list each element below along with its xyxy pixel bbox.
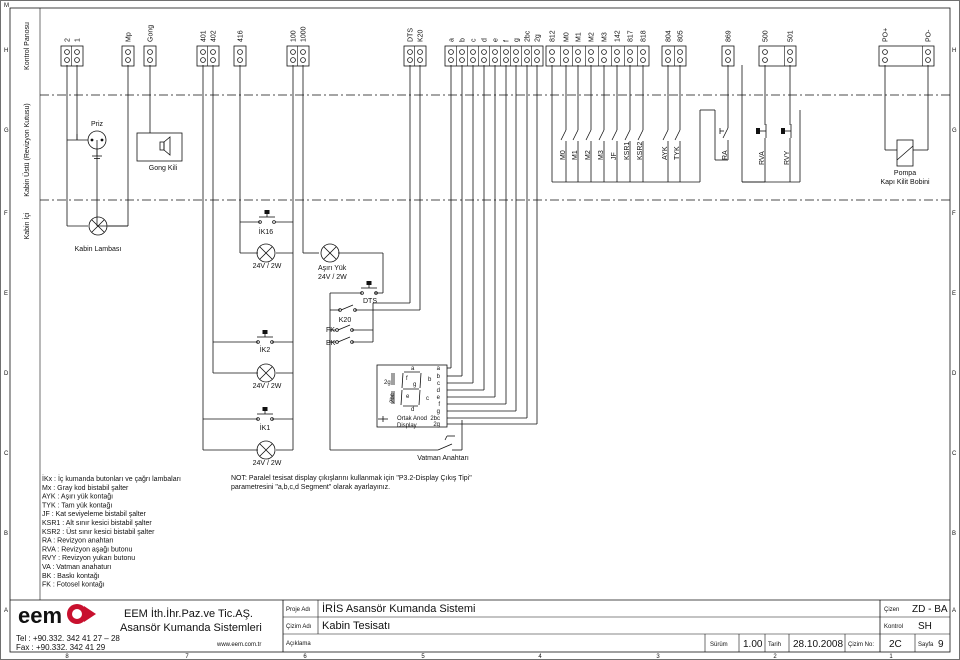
relay-contact-icon: [720, 125, 728, 138]
column-number: 6: [303, 654, 307, 660]
relay-contact-icon: [561, 125, 566, 145]
terminal-label: f: [503, 40, 511, 42]
relay-contact-icon: [586, 125, 591, 145]
relay-contact-icon: [675, 125, 680, 145]
zone-letter-right: B: [952, 531, 957, 537]
ik16-label: İK16: [258, 229, 274, 236]
relay-contact-icon: [756, 125, 767, 138]
zone-letter-right: A: [952, 608, 957, 614]
legend-item: FK : Fotosel kontağı: [42, 581, 105, 589]
legend-item: BK : Baskı kontağı: [42, 572, 100, 580]
terminal-label: 100: [290, 30, 298, 42]
relay-contact-label: M0: [560, 150, 567, 160]
terminal-label: 1: [74, 38, 82, 42]
column-number: 2: [773, 654, 777, 660]
terminal-label: 805: [677, 30, 685, 42]
vatman-label: Vatman Anahtarı: [417, 455, 469, 462]
lamp-ik16-voltage: 24V / 2W: [252, 263, 282, 270]
terminal-label: d: [481, 38, 489, 42]
company-tel: Tel : +90.332. 342 41 27 – 28: [16, 634, 120, 643]
relay-contact-label: RVY: [784, 150, 791, 165]
kontrol-value: SH: [918, 621, 932, 632]
terminal-block: [404, 46, 426, 66]
relay-contact-label: AYK: [662, 146, 669, 160]
tarih-value: 28.10.2008: [793, 639, 844, 650]
legend-item: JF : Kat seviyeleme bistabil şalter: [42, 511, 146, 519]
terminal-label: M1: [575, 32, 583, 42]
terminal-label: 869: [725, 30, 733, 42]
cizim-label: Çizim Adı: [286, 624, 312, 630]
dts-label: DTS: [363, 298, 377, 305]
svg-text:eem: eem: [18, 603, 63, 628]
column-number: 8: [65, 654, 69, 660]
wires: [67, 65, 420, 450]
ik1-label: İK1: [259, 425, 271, 432]
terminal-label: 804: [665, 30, 673, 42]
terminal-label: PO-: [925, 29, 933, 42]
section-kabin-ustu: Kabin Üstü (Revizyon Kutusu): [24, 103, 31, 197]
zone-letter-right: G: [952, 128, 957, 134]
cizim-no-value: 2C: [889, 639, 902, 650]
display-segment-label: 2bc: [390, 393, 396, 403]
terminal-label: 501: [787, 30, 795, 42]
sayfa-value: 9: [938, 639, 944, 650]
zone-letter-left: H: [4, 48, 9, 54]
relay-contact-icon: [573, 125, 578, 145]
terminal-block: [197, 46, 219, 66]
asiri-yuk-voltage: 24V / 2W: [318, 274, 347, 281]
vatman-switch: [330, 420, 462, 450]
column-number: 4: [538, 654, 542, 660]
terminal-label: 500: [762, 30, 770, 42]
display-pin-label: c: [437, 381, 440, 387]
display-pin-label: b: [436, 374, 440, 380]
zone-letter-left: F: [4, 211, 8, 217]
terminal-block: [759, 46, 796, 66]
column-number: 1: [889, 654, 893, 660]
display-segment-label: e: [406, 394, 410, 400]
kabin-lambasi-label: Kabin Lambası: [74, 246, 122, 253]
company-web: www.eem.com.tr: [217, 642, 262, 648]
terminal-label: 817: [627, 30, 635, 42]
section-kabin-ici: Kabin İçi: [24, 212, 31, 240]
terminal-label: 2g: [534, 34, 542, 42]
terminal-block: [61, 46, 83, 66]
pompa-label: Pompa: [893, 170, 917, 177]
company-fax: Fax : +90.332. 342 41 29: [16, 643, 106, 652]
relay-contact-label: M3: [598, 150, 605, 160]
display-title-2: Display: [397, 423, 417, 429]
terminal-label: Gong: [147, 24, 155, 42]
lamp-ik2-voltage: 24V / 2W: [252, 383, 282, 390]
zone-letter-right: F: [952, 211, 956, 217]
legend-item: KSR1 : Alt sınır kesici bistabil şalter: [42, 520, 152, 527]
relay-contact-label: M1: [572, 150, 579, 160]
display-pin-label: 2g: [433, 422, 440, 428]
cizim-no-label: Çizim No:: [848, 642, 875, 648]
terminal-label: a: [448, 38, 456, 42]
terminal-label: 142: [614, 30, 622, 42]
terminal-label: K20: [417, 29, 425, 42]
legend-item: KSR2 : Üst sınır kesici bistabil şalter: [42, 528, 155, 536]
display-segment-label: g: [413, 382, 417, 388]
section-kontrol-panosu: Kontrol Panosu: [24, 22, 31, 70]
ik2-label: İK2: [259, 347, 271, 354]
terminal-label: DTS: [407, 28, 415, 42]
legend-item: AYK : Aşırı yük kontağı: [42, 493, 114, 501]
pushbutton-icon: [257, 407, 274, 420]
terminal-label: M0: [563, 32, 571, 42]
zone-letter-left: G: [4, 128, 9, 134]
relay-contact-icon: [612, 125, 617, 145]
zone-letter-right: H: [952, 48, 957, 54]
display-segment-label: 2g: [384, 380, 391, 386]
display-pin-label: d: [436, 388, 440, 394]
gong-label: Gong Kili: [148, 165, 178, 172]
relay-contact-icon: [781, 125, 792, 138]
terminal-label: 401: [200, 30, 208, 42]
kontrol-label: Kontrol: [884, 624, 904, 630]
segment-wires: [447, 65, 537, 424]
terminal-label: g: [513, 38, 521, 42]
relay-contact-label: KSR2: [637, 141, 644, 160]
display-segment-label: f: [406, 376, 408, 382]
zone-letter-left: E: [4, 291, 9, 297]
aciklama-label: Açıklama: [286, 641, 311, 647]
relay-contact-icon: [599, 125, 604, 145]
zone-letter-left: B: [4, 531, 9, 537]
relay-contact-label: JF: [611, 152, 618, 160]
zone-letter-left: D: [4, 371, 9, 377]
display-pin-label: g: [436, 409, 440, 415]
display-pin-label: f: [438, 402, 440, 408]
surum-label: Sürüm: [710, 642, 728, 648]
terminal-label: 2: [64, 38, 72, 42]
relay-contacts: [560, 125, 792, 165]
pushbutton-icon: [259, 210, 276, 223]
terminal-block: [722, 46, 734, 66]
terminal-label: 402: [210, 30, 218, 42]
column-numbers: [65, 654, 893, 660]
column-number: 3: [656, 654, 660, 660]
fk-label: FK: [326, 327, 335, 334]
cizen-label: Çizen: [884, 607, 900, 613]
coil-icon: [885, 65, 928, 166]
legend-item: TYK : Tam yük kontağı: [42, 502, 113, 510]
kapi-kilit-label: Kapı Kilit Bobini: [880, 179, 930, 186]
lamps: [89, 217, 339, 459]
display-title-1: Ortak Anod: [397, 416, 428, 422]
contacts: [336, 305, 357, 343]
terminal-label: b: [459, 38, 467, 42]
cizen-value: ZD - BA: [912, 604, 948, 615]
eem-logo: [18, 603, 96, 628]
display-pin-label: 2bc: [430, 416, 440, 422]
terminal-block: [234, 46, 246, 66]
display-segment-label: b: [428, 377, 432, 383]
zone-letter-left: M: [4, 3, 9, 9]
proje-label: Proje Adı: [286, 607, 311, 613]
terminal-label: 1000: [300, 26, 308, 42]
terminal-block: [546, 46, 649, 66]
terminal-block: [879, 46, 934, 66]
pushbutton-icon: [361, 281, 378, 294]
legend-item: İKx : İç kumanda butonları ve çağrı lambaları: [42, 476, 181, 483]
display-pin-label: e: [436, 395, 440, 401]
terminal-label: PO+: [882, 27, 890, 42]
terminal-label: 812: [549, 30, 557, 42]
sayfa-label: Sayfa: [918, 642, 934, 648]
k20-label: K20: [338, 317, 352, 324]
zone-letter-right: C: [952, 451, 957, 457]
legend-item: RVY : Revizyon yukarı butonu: [42, 555, 136, 563]
speaker-icon: [160, 137, 170, 155]
legend-item: Mx : Gray kod bistabil şalter: [42, 484, 129, 492]
gong-box: [137, 133, 182, 161]
pushbutton-icon: [257, 330, 274, 343]
terminal-block: [445, 46, 543, 66]
bk-label: BK: [326, 340, 336, 347]
relay-contact-label: M2: [585, 150, 592, 160]
display-segment-label: c: [426, 396, 429, 402]
zone-letter-left: C: [4, 451, 9, 457]
legend-item: VA : Vatman anahaturı: [42, 564, 112, 571]
lamp-ik1-voltage: 24V / 2W: [252, 460, 282, 467]
priz-label: Priz: [90, 121, 104, 128]
terminal-label: c: [470, 38, 478, 42]
surum-value: 1.00: [743, 639, 763, 650]
tarih-label: Tarih: [768, 642, 782, 648]
display-segment-label: a: [411, 366, 415, 372]
asiri-yuk-label: Aşırı Yük: [318, 265, 347, 272]
cizim-value: Kabin Tesisatı: [322, 620, 391, 632]
relay-contact-label: TYK: [674, 146, 681, 160]
zone-letter-right: E: [952, 291, 957, 297]
terminal-block: [287, 46, 309, 66]
zone-letter-left: A: [4, 608, 9, 614]
terminal-block: [122, 46, 134, 66]
terminal-label: M3: [601, 32, 609, 42]
zone-letter-right: D: [952, 371, 957, 377]
terminal-label: 416: [237, 30, 245, 42]
terminal-block: [144, 46, 156, 66]
relay-contact-label: KSR1: [624, 141, 631, 160]
relay-contact-icon: [663, 125, 668, 145]
terminal-label: 2bc: [524, 30, 532, 42]
display-segment-label: d: [411, 407, 415, 413]
company-name: EEM İth.İhr.Paz.ve Tic.AŞ.: [124, 608, 253, 620]
legend: [42, 474, 181, 589]
column-number: 5: [421, 654, 425, 660]
legend-item: RA : Revizyon anahtarı: [42, 537, 114, 545]
terminal-blocks: [61, 25, 934, 66]
column-number: 7: [185, 654, 189, 660]
proje-value: İRİS Asansör Kumanda Sistemi: [322, 603, 476, 615]
legend-item: RVA : Revizyon aşağı butonu: [42, 546, 133, 554]
company-division: Asansör Kumanda Sistemleri: [120, 622, 262, 634]
display-pin-label: a: [436, 366, 440, 372]
terminal-block: [662, 46, 686, 66]
note-line-1: NOT: Paralel tesisat display çıkışlarını kullanmak için "P3.2-Display Çıkış Tipi": [231, 475, 472, 482]
note-line-2: parametresini "a,b,c,d Segment" olarak ayarlayınız.: [231, 484, 391, 491]
relay-contact-label: RVA: [759, 151, 766, 165]
terminal-label: e: [492, 38, 500, 42]
relay-contact-label: RA: [722, 150, 729, 160]
terminal-label: Mp: [125, 32, 133, 42]
terminal-label: M2: [588, 32, 596, 42]
terminal-label: 818: [640, 30, 648, 42]
